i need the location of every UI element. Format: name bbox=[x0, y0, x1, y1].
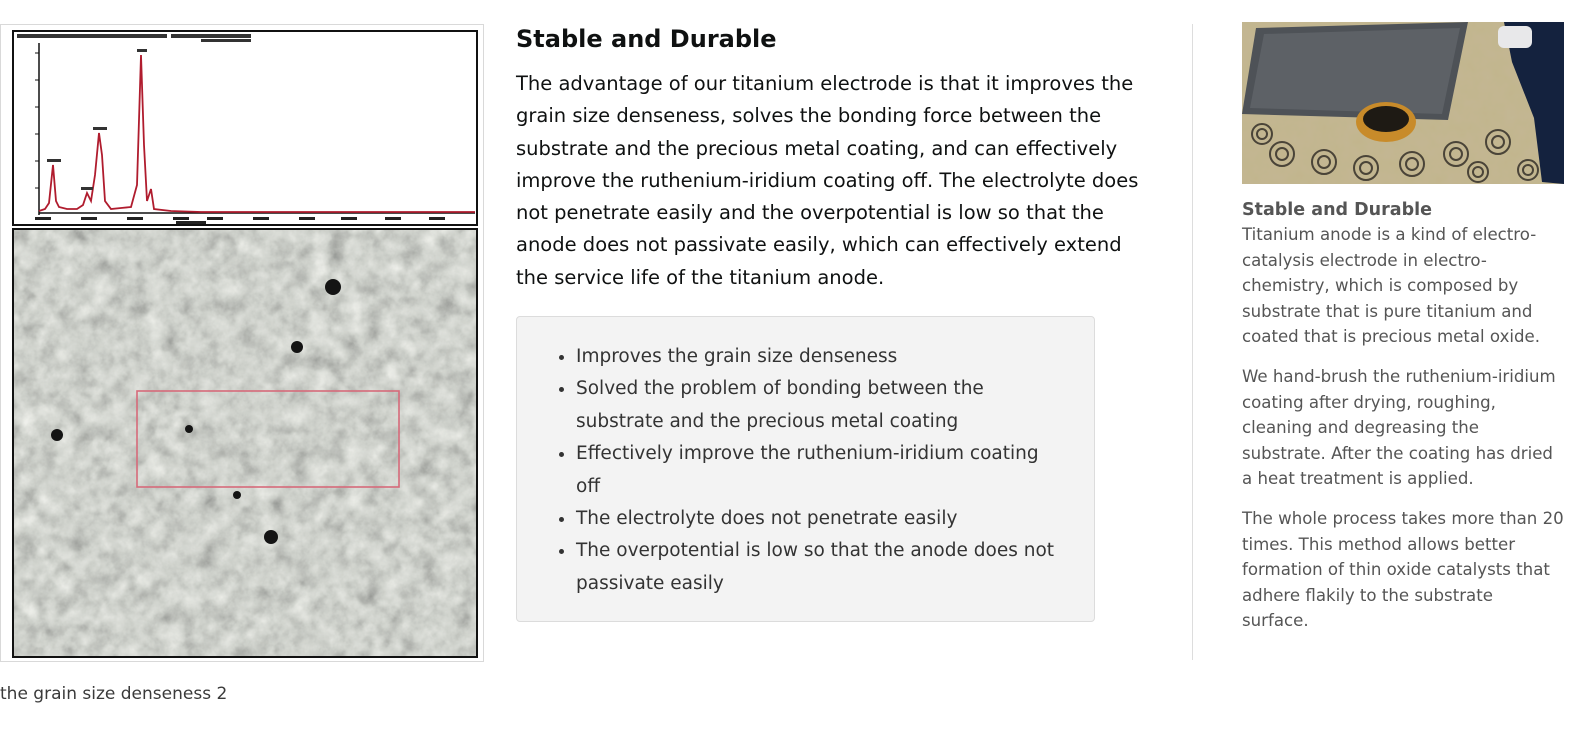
microscopy-image bbox=[0, 24, 484, 662]
feature-item: • Solved the problem of bonding between the substrate and the precious metal coating bbox=[576, 373, 1064, 438]
coating-process-photo bbox=[1242, 22, 1564, 184]
feature-item: • Improves the grain size denseness bbox=[576, 341, 1064, 373]
column-divider bbox=[1192, 24, 1193, 660]
side-title: Stable and Durable bbox=[1242, 200, 1432, 220]
spectrum-chart bbox=[13, 31, 477, 225]
side-paragraph: Titanium anode is a kind of electro-catalysis electrode in electro-chemistry, which is composed by substrate that is pure titanium and coated that is precious metal oxide. bbox=[1242, 225, 1541, 347]
image-caption: the grain size denseness 2 bbox=[0, 684, 228, 704]
feature-list-box bbox=[516, 316, 1095, 622]
feature-item: • The overpotential is low so that the anode does not passivate easily bbox=[576, 535, 1064, 600]
side-content bbox=[1242, 22, 1564, 648]
main-content bbox=[516, 22, 1156, 594]
side-paragraph: We hand-brush the ruthenium-iridium coating after drying, roughing, cleaning and degreasing the substrate. After the coating has dried a heat treatment is applied. bbox=[1242, 366, 1556, 489]
main-title: Stable and Durable bbox=[516, 25, 777, 53]
main-description: The advantage of our titanium electrode is that it improves the grain size denseness, solves the bonding force between the substrate and the precious metal coating, and can effectively improve the ruthenium-iridium coating off. The electrolyte does not penetrate easily and the overpotential is low so that the anode does not passivate easily, which can effectively extend the service life of the titanium anode. bbox=[516, 72, 1139, 289]
feature-item: • The electrolyte does not penetrate easily bbox=[576, 503, 1064, 535]
sem-micrograph bbox=[13, 229, 477, 657]
side-paragraph: The whole process takes more than 20 times. This method allows better formation of thin oxide catalysts that adhere flakily to the substrate surface. bbox=[1242, 508, 1564, 631]
feature-item: • Effectively improve the ruthenium-iridium coating off bbox=[576, 438, 1064, 503]
feature-list bbox=[517, 341, 1064, 600]
